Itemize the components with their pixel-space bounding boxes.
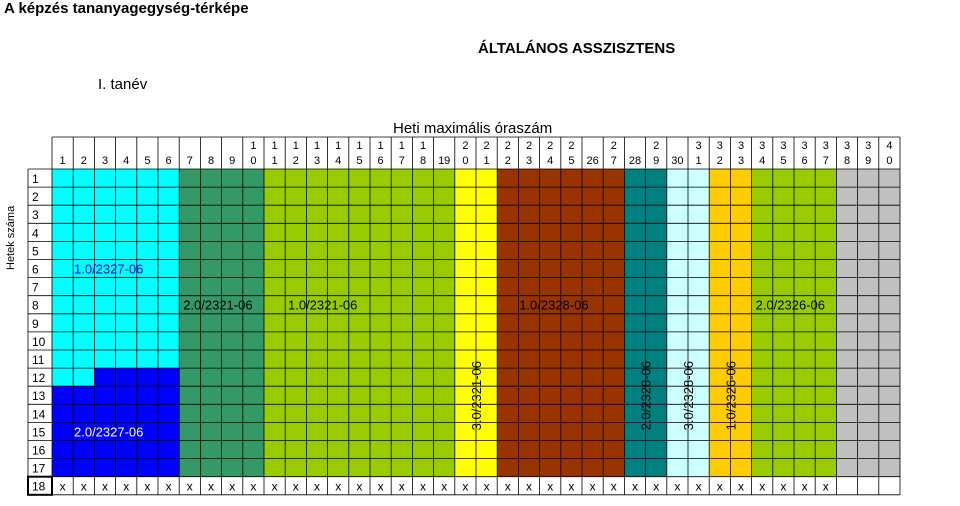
column-number-ones: 1 [695,155,702,167]
column-number: 3 [101,155,109,167]
module-label-8: 1.0/2326-06 [723,360,739,431]
column-number-ones: 3 [737,155,745,167]
last-row-mark: x [441,479,448,494]
last-row-mark: x [271,479,278,494]
page-title: A képzés tananyagegység-térképe [4,0,249,17]
column-number-ones: 4 [547,155,554,167]
last-row-mark: x [716,479,723,494]
unused-weeks-area [836,169,900,477]
column-number-tens: 1 [356,140,363,152]
last-row-mark: x [314,479,320,494]
row-number: 18 [32,479,46,494]
last-row-mark: x [80,479,87,494]
last-row-mark: x [377,479,384,494]
column-number-ones: 0 [462,155,469,167]
column-number-tens: 3 [716,140,723,152]
column-number-ones: 3 [525,155,533,167]
column-number-ones: 1 [271,155,278,167]
last-row-mark: x [674,479,681,494]
column-number-tens: 1 [250,140,257,152]
column-number-ones: 4 [335,155,342,167]
column-number-ones: 3 [313,155,321,167]
row-number: 1 [32,172,39,186]
column-number-tens: 2 [525,140,533,152]
column-number: 5 [144,155,151,167]
last-row-mark: x [462,479,469,494]
row-number: 15 [32,425,46,440]
row-number: 11 [32,353,45,367]
column-number-tens: 1 [271,140,278,152]
column-number: 6 [165,155,172,167]
last-row-mark: x [653,479,660,494]
weeks-axis-title: Hetek száma [5,205,17,270]
column-number-ones: 2 [716,155,723,167]
column-number-ones: 9 [865,155,872,167]
column-number: 4 [123,155,130,167]
hours-axis-title: Heti maximális óraszám [393,120,553,137]
column-number-tens: 2 [483,140,490,152]
module-label-5: 1.0/2328-06 [519,297,589,313]
last-row-mark: x [292,479,299,494]
last-row-mark: x [250,479,257,494]
column-number-tens: 2 [547,140,554,152]
column-number-ones: 6 [377,155,384,167]
last-row-mark: x [589,479,596,494]
row-number: 7 [32,280,39,295]
last-row-mark: x [356,479,363,494]
column-number-tens: 1 [292,140,299,152]
column-number-tens: 1 [398,140,405,152]
row-number: 6 [32,262,39,277]
column-number-tens: 2 [610,140,617,152]
last-row-mark: x [208,479,214,494]
column-number: 9 [229,155,236,167]
module-label-3: 1.0/2321-06 [288,297,358,313]
row-number: 14 [32,407,46,422]
column-number-tens: 3 [695,140,702,152]
column-number-ones: 5 [780,155,787,167]
column-number: 7 [186,155,193,167]
column-number: 28 [628,155,642,167]
column-number-ones: 8 [419,155,427,167]
column-number-tens: 2 [504,140,511,152]
column-number-ones: 6 [801,155,808,167]
column-number: 1 [59,155,66,167]
last-row-mark: x [229,479,236,494]
column-number-tens: 3 [822,140,829,152]
row-number: 12 [32,371,46,386]
last-row-mark: x [801,479,808,494]
column-number-ones: 5 [356,155,363,167]
column-number-ones: 7 [610,155,617,167]
row-number: 4 [32,226,39,241]
column-number-tens: 2 [653,140,660,152]
column-number-ones: 1 [483,155,490,167]
column-number-tens: 1 [419,140,427,152]
last-row-mark: x [695,479,702,494]
row-number: 9 [32,316,39,331]
column-number-ones: 2 [292,155,299,167]
column-number-tens: 3 [801,140,808,152]
module-label-9: 2.0/2326-06 [755,297,826,313]
column-number-tens: 3 [865,140,872,152]
last-row-mark: x [526,479,532,494]
year-label: I. tanév [98,76,148,93]
last-row-mark: x [123,479,130,494]
last-row-mark: x [610,479,617,494]
column-number-ones: 5 [568,155,575,167]
last-row-mark: x [568,479,575,494]
column-number: 26 [586,155,599,167]
last-row-mark: x [483,479,490,494]
column-number-ones: 7 [398,155,405,167]
last-row-mark: x [738,479,744,494]
last-row-mark: x [504,479,511,494]
module-label-1: 2.0/2327-06 [74,424,144,440]
module-label-7: 3.0/2328-06 [681,360,696,431]
row-number: 17 [32,461,46,476]
last-row-mark: x [420,479,426,494]
column-number-tens: 4 [886,140,893,152]
column-number: 2 [80,155,87,167]
column-number-tens: 3 [737,140,745,152]
last-row-mark: x [780,479,787,494]
column-number: 8 [207,155,215,167]
row-number: 3 [32,208,39,223]
last-row-mark: x [759,479,766,494]
row-number: 5 [32,244,39,259]
row-number: 13 [32,389,46,404]
column-number-tens: 1 [335,140,342,152]
last-row-mark: x [102,479,108,494]
last-row-mark: x [165,479,172,494]
last-row-mark: x [547,479,554,494]
row-number: 10 [32,334,46,349]
column-number-tens: 3 [780,140,787,152]
column-number-ones: 7 [822,155,829,167]
column-number-tens: 1 [377,140,384,152]
row-number: 2 [32,190,39,205]
column-number-tens: 3 [843,140,851,152]
last-row-mark: x [186,479,193,494]
module-block-3 [264,169,455,477]
last-row-mark: x [59,479,66,494]
column-number-tens: 2 [568,140,575,152]
program-title: ÁLTALÁNOS ASSZISZTENS [478,40,676,57]
module-label-0: 1.0/2327-06 [74,261,144,277]
column-number-ones: 9 [653,155,660,167]
last-row-mark: x [822,479,829,494]
row-number: 8 [32,298,39,313]
last-row-mark: x [632,479,638,494]
module-label-2: 2.0/2321-06 [183,297,253,313]
column-number-ones: 0 [886,155,893,167]
column-number-tens: 2 [462,140,469,152]
last-row-mark: x [398,479,405,494]
row-number: 16 [32,443,46,458]
column-number-ones: 2 [504,155,511,167]
module-label-6: 2.0/2328-06 [638,360,654,431]
column-number-ones: 8 [843,155,851,167]
column-number-tens: 1 [313,140,321,152]
column-number-tens: 3 [759,140,766,152]
column-number: 30 [671,155,684,167]
column-number-ones: 0 [250,155,257,167]
module-label-4: 3.0/2321-06 [469,360,484,431]
last-row-mark: x [335,479,342,494]
column-number: 19 [438,155,451,167]
last-row-mark: x [144,479,151,494]
column-number-ones: 4 [759,155,766,167]
